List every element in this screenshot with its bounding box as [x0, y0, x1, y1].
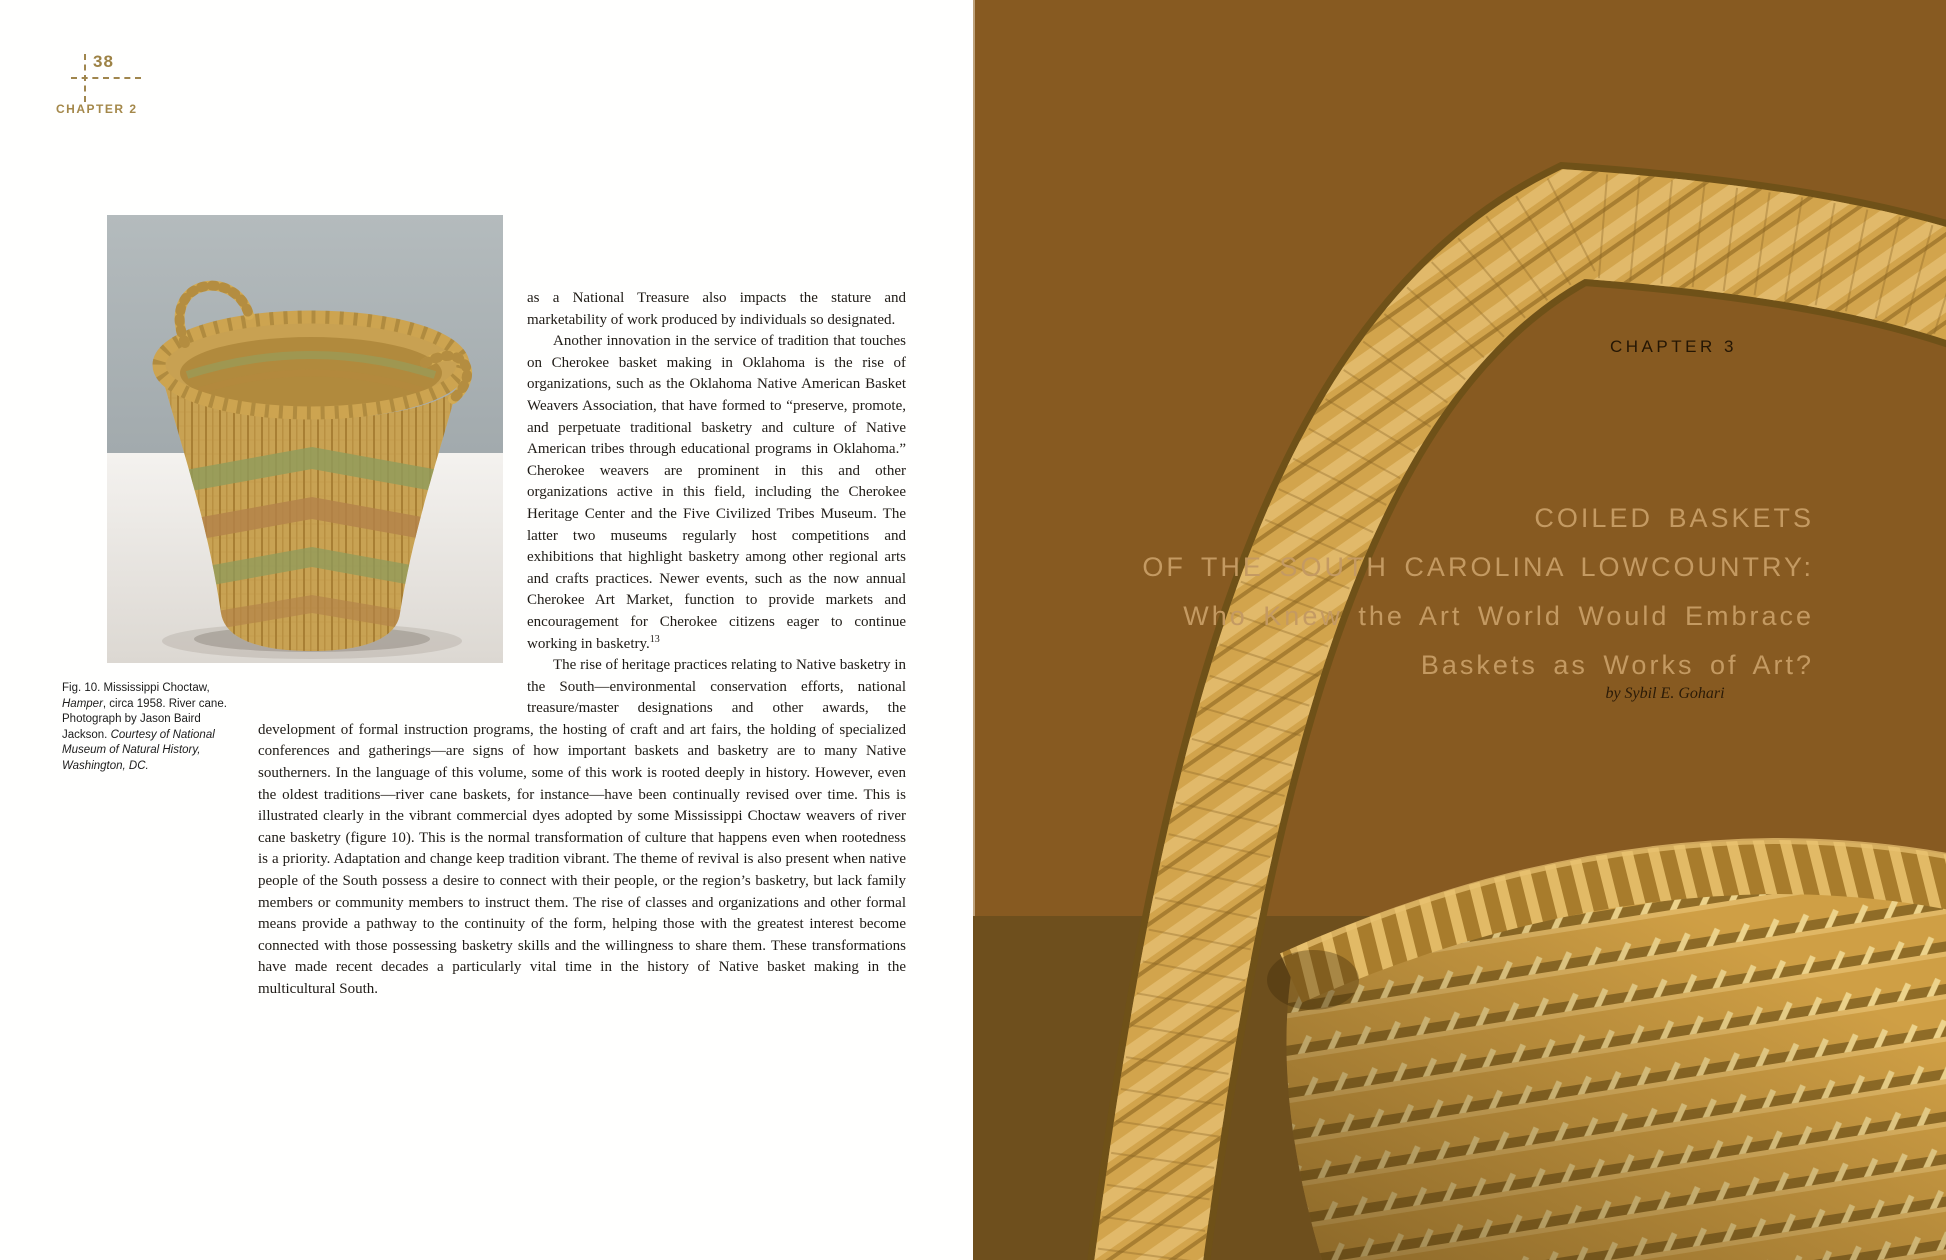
chapter-title-line-4: Baskets as Works of Art? [1420, 650, 1814, 680]
figure-caption [62, 681, 242, 775]
figure-wrap-spacer [258, 288, 527, 700]
basket-body [1267, 841, 1946, 1260]
caption-text: Fig. 10. Mississippi Choctaw, [62, 682, 210, 694]
folio-crop-mark-vertical [84, 54, 86, 102]
caption-credit-italic: Courtesy of National Museum of Natural History, Washington, DC. [62, 728, 215, 772]
right-page-chapter-opener [973, 0, 1946, 1260]
paragraph-organizations-text: Another innovation in the service of tradition that touches on Cherokee basket making in Oklahoma is the rise of organizations, such as the Oklahoma Native American Basket Weavers Association, that have formed to “preserve, promote, and perpetuate traditional basketry and culture of Native American tribes through educational programs in Oklahoma.” Cherokee weavers are prominent in this and other organizations active in this field, including the Cherokee Heritage Center and the Five Civilized Tribes Museum. The latter two museums regularly host competitions and exhibitions that highlight basketry among other regional arts and crafts practices. Newer events, such as the now annual Cherokee Art Market, function to provide markets and encouragement for Cherokee citizens eager to continue working in basketry. [527, 333, 906, 652]
author-byline: by Sybil E. Gohari [1605, 685, 1725, 702]
caption-title-italic: Hamper [62, 697, 103, 710]
page-number: 38 [93, 52, 114, 71]
chapter-title-line-1: COILED BASKETS [1534, 503, 1814, 533]
chapter-number-heading: CHAPTER 3 [1610, 337, 1737, 356]
caption-text-2: , circa 1958. River cane. Photograph by Jason Baird Jackson. [62, 697, 227, 741]
chapter-title-line-2: OF THE SOUTH CAROLINA LOWCOUNTRY: [1142, 552, 1814, 582]
footnote-reference: 13 [649, 633, 660, 645]
chapter-title [1054, 494, 1814, 690]
running-chapter-label: CHAPTER 2 [56, 102, 138, 116]
paragraph-continuation: as a National Treasure also impacts the stature and marketability of work produced by individuals so designated. [527, 290, 906, 328]
handle-attachment-shadow [1267, 950, 1359, 1010]
folio-crop-mark-horizontal [71, 77, 141, 79]
body-text [258, 288, 906, 1001]
paragraph-heritage: The rise of heritage practices relating to Native basketry in the South—environmental conservation efforts, national treasure/master designations and other awards, the development of formal instruction programs, the hosting of craft and art fairs, the holding of specialized conferences and gatherings—are signs of how important baskets and basketry are to many Native southerners. In the language of this volume, some of this work is rooted deeply in history. However, even the oldest traditions—river cane baskets, for instance—have been continually revised over time. This is illustrated clearly in the vibrant commercial dyes adopted by some Mississippi Choctaw weavers of river cane basketry (figure 10). This is the normal transformation of culture that happens even when rootedness is a priority. Adaptation and change keep tradition vibrant. The theme of revival is also present when native people of the South possess a desire to connect with their people, or the region’s basketry, but lack family members or community members to instruct them. The rise of classes and organizations and other formal means provide a pathway to the continuity of the form, helping those with the greatest interest become connected with those possessing basketry skills and the willingness to share them. These transformations have made recent decades a particularly vital time in the history of Native basket making in the multicultural South. [258, 657, 906, 997]
chapter-title-line-3: Who Knew the Art World Would Embrace [1183, 601, 1814, 631]
